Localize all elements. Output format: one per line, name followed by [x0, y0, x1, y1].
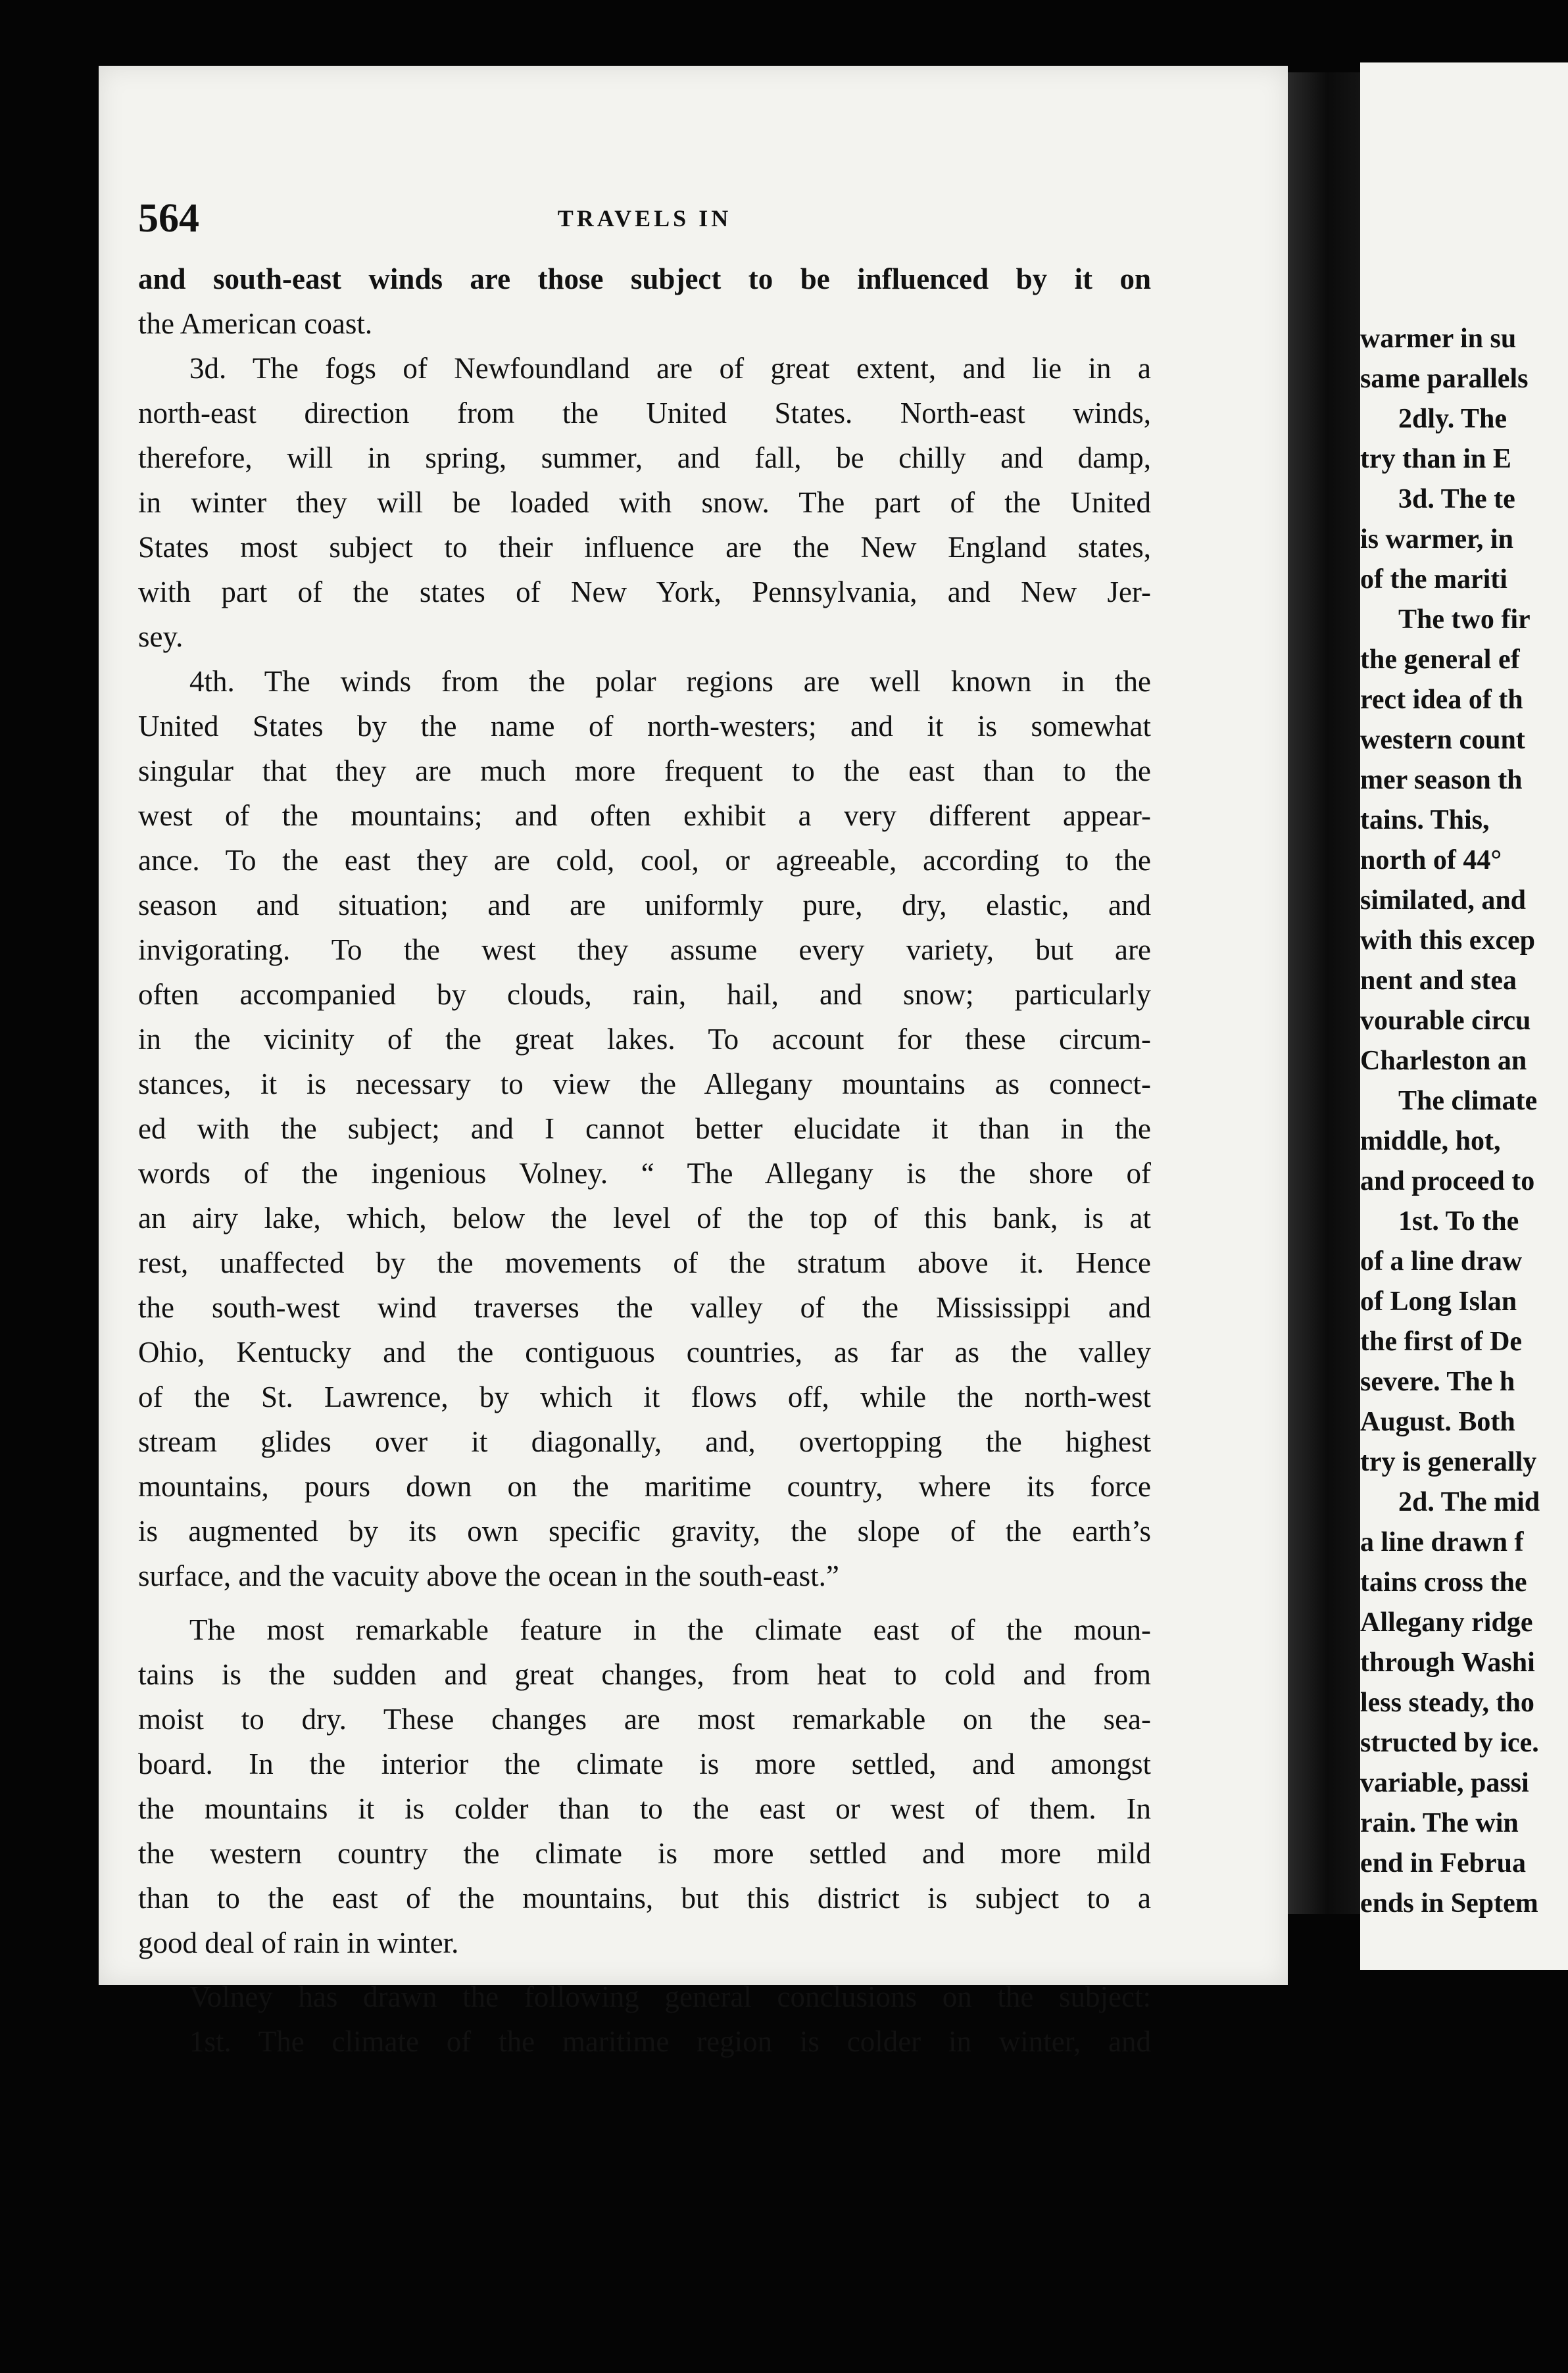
- main-text-block: [138, 257, 1151, 2064]
- text-line: season and situation; and are uniformly pure, dry, elastic, and: [138, 889, 1151, 921]
- right-text-line: try than in E: [1360, 444, 1511, 474]
- right-text-line: rain. The win: [1360, 1808, 1519, 1838]
- right-text-line: of a line draw: [1360, 1246, 1523, 1277]
- text-line: of the St. Lawrence, by which it flows off, while the north-west: [138, 1381, 1151, 1413]
- right-text-line: Charleston an: [1360, 1046, 1527, 1076]
- right-text-line: of the mariti: [1360, 564, 1507, 595]
- text-line: tains is the sudden and great changes, from heat to cold and from: [138, 1658, 1151, 1691]
- text-line: board. In the interior the climate is more settled, and amongst: [138, 1748, 1151, 1780]
- text-line: therefore, will in spring, summer, and fall, be chilly and damp,: [138, 441, 1151, 474]
- book-gutter: [1288, 72, 1360, 1914]
- right-text-line: is warmer, in: [1360, 524, 1513, 554]
- page-number: 564: [138, 196, 199, 241]
- right-text-line: same parallels: [1360, 364, 1529, 394]
- text-line: north-east direction from the United States. North-east winds,: [138, 397, 1151, 429]
- text-line: with part of the states of New York, Pennsylvania, and New Jer-: [138, 575, 1151, 608]
- right-text-line: 2d. The mid: [1398, 1487, 1540, 1517]
- text-line: rest, unaffected by the movements of the stratum above it. Hence: [138, 1246, 1151, 1279]
- right-text-line: August. Both: [1360, 1407, 1515, 1437]
- text-line: Ohio, Kentucky and the contiguous countries, as far as the valley: [138, 1336, 1151, 1369]
- text-line: ed with the subject; and I cannot better elucidate it than in the: [138, 1112, 1151, 1145]
- right-text-line: north of 44°: [1360, 845, 1502, 875]
- right-text-line: Allegany ridge: [1360, 1607, 1533, 1638]
- text-line: Volney has drawn the following general conclusions on the subject:: [189, 1980, 1151, 2013]
- right-text-line: tains cross the: [1360, 1567, 1527, 1598]
- right-text-line: severe. The h: [1360, 1367, 1515, 1397]
- text-line: west of the mountains; and often exhibit a very different appear-: [138, 799, 1151, 832]
- right-text-line: tains. This,: [1360, 805, 1490, 835]
- right-text-line: ends in Septem: [1360, 1888, 1538, 1919]
- text-line: in winter they will be loaded with snow. The part of the United: [138, 486, 1151, 519]
- text-line: United States by the name of north-westers; and it is somewhat: [138, 710, 1151, 743]
- right-text-line: the first of De: [1360, 1327, 1523, 1357]
- text-line: good deal of rain in winter.: [138, 1926, 459, 1959]
- text-line: is augmented by its own specific gravity, the slope of the earth’s: [138, 1515, 1151, 1548]
- right-text-line: 1st. To the: [1398, 1206, 1519, 1236]
- text-line: the south-west wind traverses the valley of the Mississippi and: [138, 1291, 1151, 1324]
- right-text-line: mer season th: [1360, 765, 1523, 795]
- right-text-line: rect idea of th: [1360, 685, 1523, 715]
- right-text-line: nent and stea: [1360, 966, 1517, 996]
- text-line: an airy lake, which, below the level of the top of this bank, is at: [138, 1202, 1151, 1235]
- text-line: States most subject to their influence are the New England states,: [138, 531, 1151, 564]
- text-line: invigorating. To the west they assume every variety, but are: [138, 933, 1151, 966]
- right-text-line: middle, hot,: [1360, 1126, 1501, 1156]
- right-book-page: [1360, 62, 1568, 1970]
- right-text-line: the general ef: [1360, 645, 1520, 675]
- right-text-line: warmer in su: [1360, 324, 1517, 354]
- text-line: sey.: [138, 620, 184, 653]
- right-page-text: [1360, 319, 1568, 1924]
- text-line: mountains, pours down on the maritime country, where its force: [138, 1470, 1151, 1503]
- text-line: the mountains it is colder than to the east or west of them. In: [138, 1792, 1151, 1825]
- right-text-line: vourable circu: [1360, 1006, 1531, 1036]
- text-line: the American coast.: [138, 307, 373, 340]
- text-line: and south-east winds are those subject to be influenced by it on: [138, 262, 1151, 295]
- text-line: stream glides over it diagonally, and, overtopping the highest: [138, 1425, 1151, 1458]
- text-line: singular that they are much more frequent to the east than to the: [138, 754, 1151, 787]
- right-text-line: and proceed to: [1360, 1166, 1535, 1196]
- text-line: surface, and the vacuity above the ocean in the south-east.”: [138, 1559, 839, 1592]
- right-text-line: less steady, tho: [1360, 1688, 1534, 1718]
- right-text-line: through Washi: [1360, 1648, 1535, 1678]
- right-text-line: with this excep: [1360, 925, 1535, 956]
- right-text-line: western count: [1360, 725, 1525, 755]
- running-head: [138, 192, 1151, 245]
- text-line: 4th. The winds from the polar regions are well known in the: [189, 665, 1151, 698]
- right-text-line: try is generally: [1360, 1447, 1537, 1477]
- right-text-line: The climate: [1398, 1086, 1538, 1116]
- right-text-line: 3d. The te: [1398, 484, 1515, 514]
- text-line: often accompanied by clouds, rain, hail, and snow; particularly: [138, 978, 1151, 1011]
- running-title: TRAVELS IN: [557, 205, 732, 232]
- text-line: words of the ingenious Volney. “ The Allegany is the shore of: [138, 1157, 1151, 1190]
- text-line: moist to dry. These changes are most remarkable on the sea-: [138, 1703, 1151, 1736]
- right-text-line: 2dly. The: [1398, 404, 1507, 434]
- right-text-line: a line drawn f: [1360, 1527, 1524, 1557]
- text-line: The most remarkable feature in the climate east of the moun-: [189, 1613, 1151, 1646]
- text-line: 3d. The fogs of Newfoundland are of great extent, and lie in a: [189, 352, 1151, 385]
- text-line: in the vicinity of the great lakes. To account for these circum-: [138, 1023, 1151, 1056]
- text-line: the western country the climate is more settled and more mild: [138, 1837, 1151, 1870]
- text-line: 1st. The climate of the maritime region is colder in winter, and: [189, 2025, 1151, 2058]
- right-text-line: similated, and: [1360, 885, 1527, 916]
- right-text-line: The two fir: [1398, 604, 1531, 635]
- text-line: ance. To the east they are cold, cool, or agreeable, according to the: [138, 844, 1151, 877]
- right-text-line: of Long Islan: [1360, 1286, 1517, 1317]
- text-line: than to the east of the mountains, but this district is subject to a: [138, 1882, 1151, 1915]
- right-text-line: structed by ice.: [1360, 1728, 1539, 1758]
- right-text-line: variable, passi: [1360, 1768, 1529, 1798]
- text-line: stances, it is necessary to view the Allegany mountains as connect-: [138, 1067, 1151, 1100]
- right-text-line: end in Februa: [1360, 1848, 1527, 1878]
